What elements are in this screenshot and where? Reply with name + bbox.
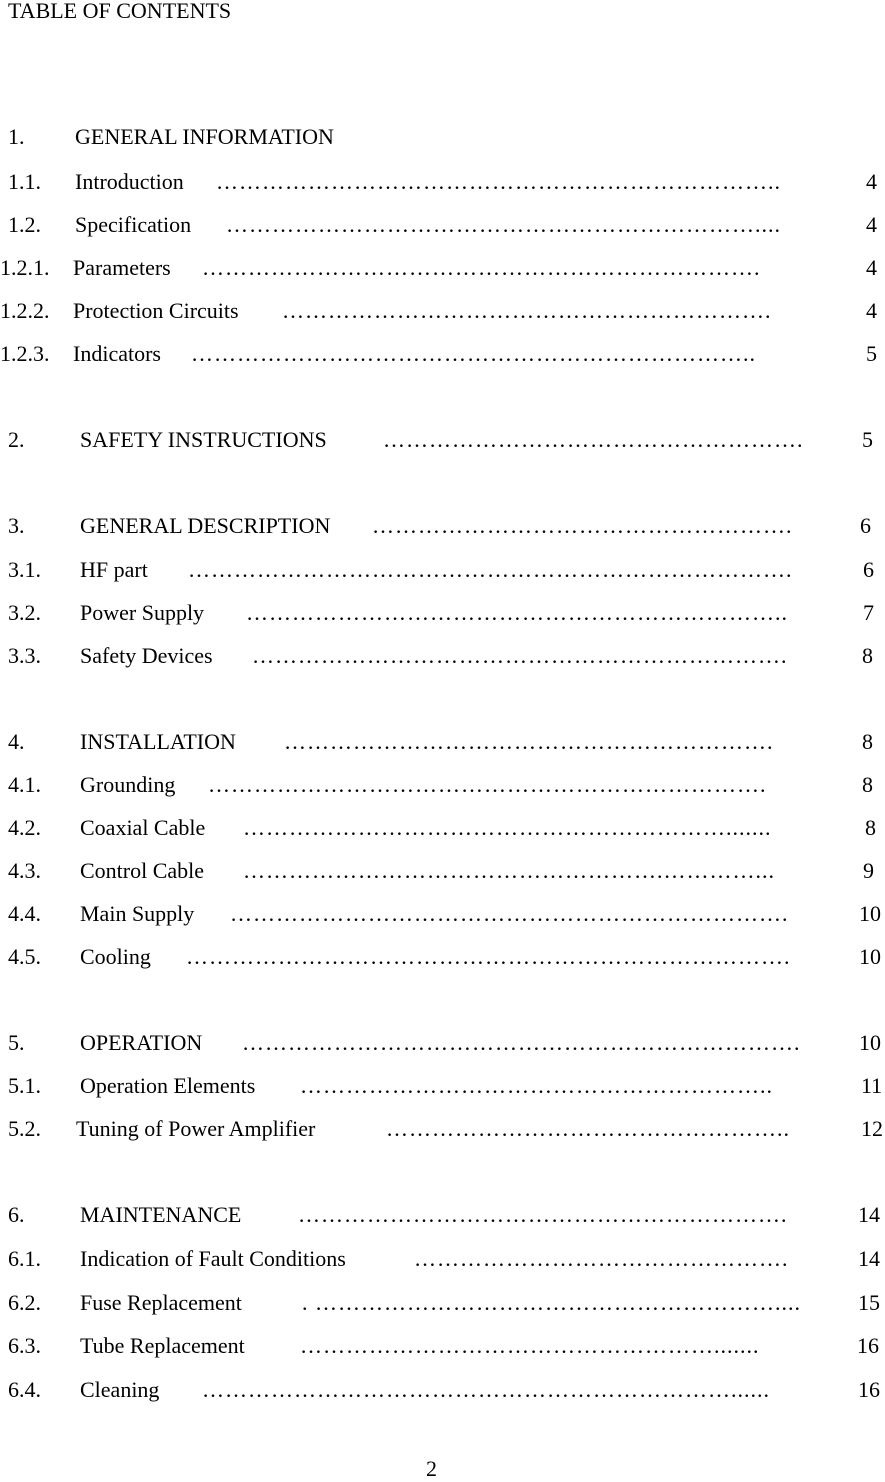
entry-number: 4.5. xyxy=(8,944,41,969)
dot-leader: …………………………………………. xyxy=(414,1246,789,1271)
entry-number: 3. xyxy=(8,513,25,538)
entry-title: SAFETY INSTRUCTIONS xyxy=(80,427,327,452)
dot-leader: ………………………………………………………. xyxy=(298,1202,788,1227)
entry-page: 10 xyxy=(859,901,881,926)
entry-page: 4 xyxy=(866,169,877,194)
toc-entry xyxy=(0,210,885,240)
entry-number: 5.1. xyxy=(8,1073,41,1098)
entry-title: Protection Circuits xyxy=(73,298,239,323)
dot-leader: ……………………………………………….…………... xyxy=(243,858,775,883)
toc-entry xyxy=(0,1200,885,1230)
toc-entry xyxy=(0,1288,885,1318)
toc-entry xyxy=(0,598,885,628)
entry-page: 10 xyxy=(859,1030,881,1055)
dot-leader: ……………………………………………………………….. xyxy=(216,169,781,194)
entry-title: Safety Devices xyxy=(80,643,213,668)
entry-title: HF part xyxy=(80,557,148,582)
entry-page: 8 xyxy=(862,729,873,754)
entry-number: 3.2. xyxy=(8,600,41,625)
toc-entry xyxy=(0,641,885,671)
entry-number: 4.2. xyxy=(8,815,41,840)
entry-page: 8 xyxy=(862,772,873,797)
entry-page: 8 xyxy=(865,815,876,840)
entry-number: 6.1. xyxy=(8,1246,41,1271)
dot-leader: ………………………………………………....... xyxy=(300,1333,760,1358)
dot-leader: ……………………………………………………………. xyxy=(252,643,788,668)
entry-title: Main Supply xyxy=(80,901,195,926)
entry-title: MAINTENANCE xyxy=(80,1202,242,1227)
entry-title: Control Cable xyxy=(80,858,205,883)
page-number: 2 xyxy=(426,1456,437,1481)
entry-page: 6 xyxy=(860,513,871,538)
entry-page: 4 xyxy=(866,298,877,323)
entry-number: 3.1. xyxy=(8,557,41,582)
entry-page: 11 xyxy=(861,1073,883,1098)
entry-title: OPERATION xyxy=(80,1030,203,1055)
entry-page: 8 xyxy=(862,643,873,668)
dot-leader: ………………………………………………. xyxy=(383,427,804,452)
entry-title: Cleaning xyxy=(80,1377,160,1402)
dot-leader: ………………………………………………………………. xyxy=(202,255,761,280)
entry-page: 5 xyxy=(862,427,873,452)
dot-leader: ………………………………………………………....... xyxy=(243,815,772,840)
entry-title: Power Supply xyxy=(80,600,205,625)
dot-leader: . …………………………………………………….... xyxy=(302,1290,801,1315)
dot-leader: …………………………………………………………….. xyxy=(246,600,788,625)
toc-entry xyxy=(0,727,885,757)
entry-title: INSTALLATION xyxy=(80,729,236,754)
entry-page: 14 xyxy=(858,1246,880,1271)
toc-entry xyxy=(0,1375,885,1405)
toc-entry xyxy=(0,942,885,972)
entry-page: 14 xyxy=(858,1202,880,1227)
toc-entry xyxy=(0,1244,885,1274)
entry-page: 10 xyxy=(859,944,881,969)
dot-leader: …………………………………………….. xyxy=(386,1116,790,1141)
entry-page: 4 xyxy=(866,255,877,280)
toc-entry xyxy=(0,253,885,283)
entry-page: 4 xyxy=(866,212,877,237)
entry-number: 4.1. xyxy=(8,772,41,797)
entry-title: Parameters xyxy=(73,255,171,280)
dot-leader: ………………………………………………………………. xyxy=(208,772,767,797)
entry-number: 1.1. xyxy=(8,169,41,194)
entry-page: 16 xyxy=(857,1333,879,1358)
toc-entry xyxy=(0,167,885,197)
entry-page: 15 xyxy=(858,1290,880,1315)
toc-entry xyxy=(0,122,885,152)
entry-page: 7 xyxy=(863,600,874,625)
entry-page: 5 xyxy=(866,341,877,366)
entry-number: 1.2.2. xyxy=(0,298,50,323)
entry-title: Indicators xyxy=(73,341,161,366)
entry-number: 4.4. xyxy=(8,901,41,926)
entry-title: Introduction xyxy=(75,169,184,194)
toc-heading: TABLE OF CONTENTS xyxy=(8,0,232,23)
entry-page: 16 xyxy=(858,1377,880,1402)
toc-entry xyxy=(0,425,885,455)
entry-page: 9 xyxy=(863,858,874,883)
entry-number: 4. xyxy=(8,729,25,754)
toc-entry xyxy=(0,1071,885,1101)
entry-number: 5.2. xyxy=(8,1116,41,1141)
entry-title: GENERAL DESCRIPTION xyxy=(80,513,331,538)
dot-leader: …………………………………………………………….... xyxy=(226,212,781,237)
entry-number: 2. xyxy=(8,427,25,452)
dot-leader: ………………………………………………. xyxy=(372,513,793,538)
dot-leader: ……………………………………………………………………. xyxy=(188,557,793,582)
entry-number: 5. xyxy=(8,1030,25,1055)
entry-number: 6.3. xyxy=(8,1333,41,1358)
entry-number: 6.4. xyxy=(8,1377,41,1402)
dot-leader: ……………………………………………………………………. xyxy=(186,944,791,969)
entry-number: 1.2. xyxy=(8,212,41,237)
entry-title: Fuse Replacement xyxy=(80,1290,242,1315)
entry-title: Specification xyxy=(75,212,192,237)
entry-title: Cooling xyxy=(80,944,151,969)
entry-title: GENERAL INFORMATION xyxy=(75,124,334,149)
entry-title: Tube Replacement xyxy=(80,1333,245,1358)
entry-title: Indication of Fault Conditions xyxy=(80,1246,346,1271)
entry-title: Grounding xyxy=(80,772,176,797)
entry-number: 6. xyxy=(8,1202,25,1227)
toc-entry xyxy=(0,296,885,326)
toc-entry xyxy=(0,813,885,843)
toc-entry xyxy=(0,856,885,886)
dot-leader: ……………………………………………………………….. xyxy=(191,341,756,366)
dot-leader: ………………………………………………………………. xyxy=(230,901,789,926)
dot-leader: ………………………………………………………………. xyxy=(242,1030,801,1055)
toc-entry xyxy=(0,770,885,800)
toc-entry xyxy=(0,1028,885,1058)
entry-number: 1.2.3. xyxy=(0,341,50,366)
toc-entry xyxy=(0,899,885,929)
entry-number: 6.2. xyxy=(8,1290,41,1315)
entry-title: Tuning of Power Amplifier xyxy=(76,1116,316,1141)
entry-page: 12 xyxy=(861,1116,883,1141)
entry-number: 4.3. xyxy=(8,858,41,883)
dot-leader: ………………………………………………………. xyxy=(282,298,772,323)
dot-leader: …………………………………………………….. xyxy=(300,1073,773,1098)
toc-entry xyxy=(0,1114,885,1144)
toc-entry xyxy=(0,555,885,585)
entry-number: 1.2.1. xyxy=(0,255,50,280)
entry-number: 3.3. xyxy=(8,643,41,668)
toc-entry xyxy=(0,1331,885,1361)
toc-entry xyxy=(0,511,885,541)
dot-leader: ……………………………………………………………...... xyxy=(202,1377,770,1402)
toc-entry xyxy=(0,339,885,369)
dot-leader: ………………………………………………………. xyxy=(284,729,774,754)
entry-page: 6 xyxy=(863,557,874,582)
entry-title: Operation Elements xyxy=(80,1073,256,1098)
entry-number: 1. xyxy=(8,124,25,149)
entry-title: Coaxial Cable xyxy=(80,815,206,840)
